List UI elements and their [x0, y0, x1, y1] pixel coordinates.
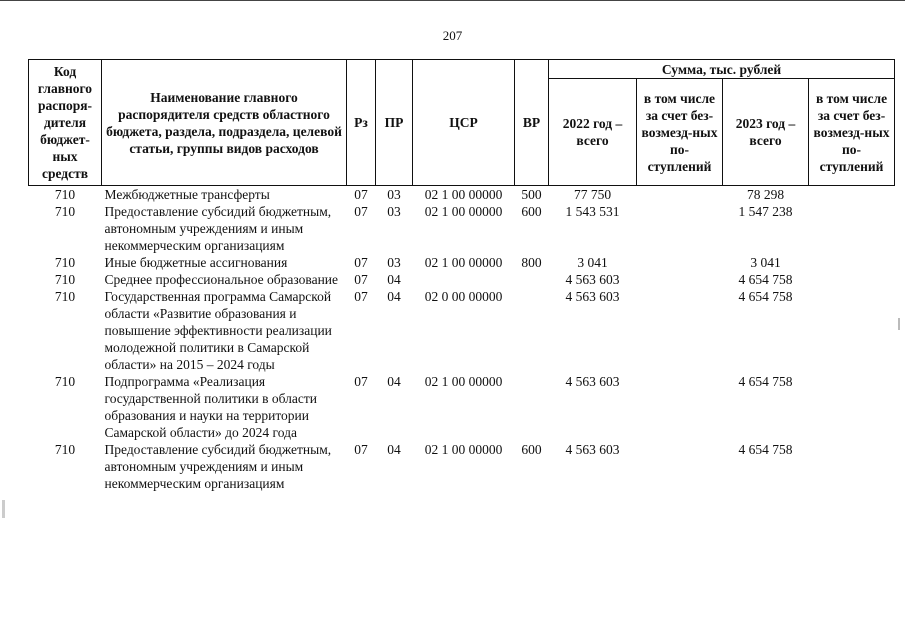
header-rz: Рз — [347, 60, 376, 186]
cell-2023-total: 3 041 — [750, 255, 781, 270]
table-row — [29, 186, 895, 204]
cell-2023-incl — [809, 288, 895, 373]
cell-2023-incl — [809, 203, 895, 254]
cell-pr: 03 — [387, 204, 401, 219]
cell-vr: 800 — [521, 255, 542, 270]
cell-2023-total: 4 654 758 — [738, 442, 793, 457]
header-2023-incl: в том числе за счет без-возмезд-ных по-ступлений — [809, 79, 895, 186]
cell-2023-total: 4 654 758 — [738, 272, 793, 287]
cell-csr: 02 1 00 00000 — [424, 255, 503, 270]
scan-mark — [2, 500, 5, 518]
scan-mark — [898, 318, 900, 330]
cell-2022-incl — [637, 186, 723, 204]
cell-2023-incl — [809, 271, 895, 288]
cell-pr: 04 — [387, 442, 401, 457]
header-2022-incl: в том числе за счет без-возмезд-ных по-ступлений — [637, 79, 723, 186]
cell-2023-total: 1 547 238 — [738, 204, 793, 219]
table-row — [29, 373, 895, 441]
cell-rz: 07 — [354, 255, 368, 270]
cell-rz: 07 — [354, 204, 368, 219]
cell-2022-incl — [637, 271, 723, 288]
cell-pr: 04 — [387, 374, 401, 389]
cell-code: 710 — [54, 374, 76, 389]
cell-name: Предоставление субсидий бюджетным, автономным учреждениям и иным некоммерческим организациям — [104, 442, 332, 491]
cell-2022-incl — [637, 373, 723, 441]
cell-code: 710 — [54, 255, 76, 270]
cell-csr: 02 1 00 00000 — [424, 204, 503, 219]
cell-vr — [515, 271, 549, 288]
cell-csr — [413, 271, 515, 288]
cell-name: Среднее профессиональное образование — [104, 272, 339, 287]
cell-rz: 07 — [354, 374, 368, 389]
table-row — [29, 288, 895, 373]
table-row — [29, 271, 895, 288]
cell-vr — [515, 373, 549, 441]
cell-name: Государственная программа Самарской области «Развитие образования и повышение эффективности реализации молодежной политики в Самарской области» на 2015 – 2024 годы — [104, 289, 332, 372]
cell-pr: 03 — [387, 187, 401, 202]
cell-csr: 02 0 00 00000 — [424, 289, 503, 304]
cell-pr: 04 — [387, 272, 401, 287]
cell-csr: 02 1 00 00000 — [424, 374, 503, 389]
header-csr: ЦСР — [413, 60, 515, 186]
cell-code: 710 — [54, 187, 76, 202]
header-name: Наименование главного распорядителя средств областного бюджета, раздела, подраздела, целевой статьи, группы видов расходов — [102, 60, 347, 186]
header-2022-total: 2022 год – всего — [549, 79, 637, 186]
header-2023-total: 2023 год – всего — [723, 79, 809, 186]
header-code: Код главного распоря-дителя бюджет-ных средств — [29, 60, 102, 186]
cell-2022-total: 4 563 603 — [565, 289, 620, 304]
cell-2022-incl — [637, 203, 723, 254]
table-row — [29, 254, 895, 271]
table-body — [29, 186, 895, 493]
cell-csr: 02 1 00 00000 — [424, 442, 503, 457]
cell-rz: 07 — [354, 187, 368, 202]
cell-2022-total: 4 563 603 — [565, 272, 620, 287]
cell-2022-incl — [637, 288, 723, 373]
cell-code: 710 — [54, 289, 76, 304]
cell-2023-incl — [809, 186, 895, 204]
cell-2022-incl — [637, 254, 723, 271]
cell-2022-incl — [637, 441, 723, 492]
cell-2022-total: 1 543 531 — [565, 204, 620, 219]
cell-2023-total: 4 654 758 — [738, 374, 793, 389]
table-row — [29, 441, 895, 492]
cell-code: 710 — [54, 442, 76, 457]
cell-code: 710 — [54, 272, 76, 287]
cell-vr — [515, 288, 549, 373]
cell-2022-total: 4 563 603 — [565, 442, 620, 457]
cell-pr: 03 — [387, 255, 401, 270]
cell-2023-total: 4 654 758 — [738, 289, 793, 304]
table-row — [29, 203, 895, 254]
cell-vr: 600 — [521, 442, 542, 457]
cell-rz: 07 — [354, 442, 368, 457]
cell-2023-total: 78 298 — [746, 187, 785, 202]
cell-name: Межбюджетные трансферты — [104, 187, 270, 202]
cell-rz: 07 — [354, 289, 368, 304]
cell-2023-incl — [809, 441, 895, 492]
header-sum: Сумма, тыс. рублей — [549, 60, 895, 79]
budget-table — [28, 59, 895, 492]
cell-vr: 600 — [521, 204, 542, 219]
cell-pr: 04 — [387, 289, 401, 304]
cell-csr: 02 1 00 00000 — [424, 187, 503, 202]
cell-2023-incl — [809, 373, 895, 441]
table-header — [29, 60, 895, 186]
cell-2022-total: 4 563 603 — [565, 374, 620, 389]
cell-vr: 500 — [521, 187, 542, 202]
page-top-border — [0, 0, 905, 1]
cell-2022-total: 77 750 — [573, 187, 612, 202]
cell-2023-incl — [809, 254, 895, 271]
cell-name: Предоставление субсидий бюджетным, автономным учреждениям и иным некоммерческим организациям — [104, 204, 332, 253]
header-vr: ВР — [515, 60, 549, 186]
page-number: 207 — [442, 28, 463, 43]
header-pr: ПР — [376, 60, 413, 186]
cell-code: 710 — [54, 204, 76, 219]
cell-rz: 07 — [354, 272, 368, 287]
cell-name: Иные бюджетные ассигнования — [104, 255, 288, 270]
cell-name: Подпрограмма «Реализация государственной политики в области образования и науки на территории Самарской области» до 2024 года — [104, 374, 318, 440]
cell-2022-total: 3 041 — [577, 255, 608, 270]
